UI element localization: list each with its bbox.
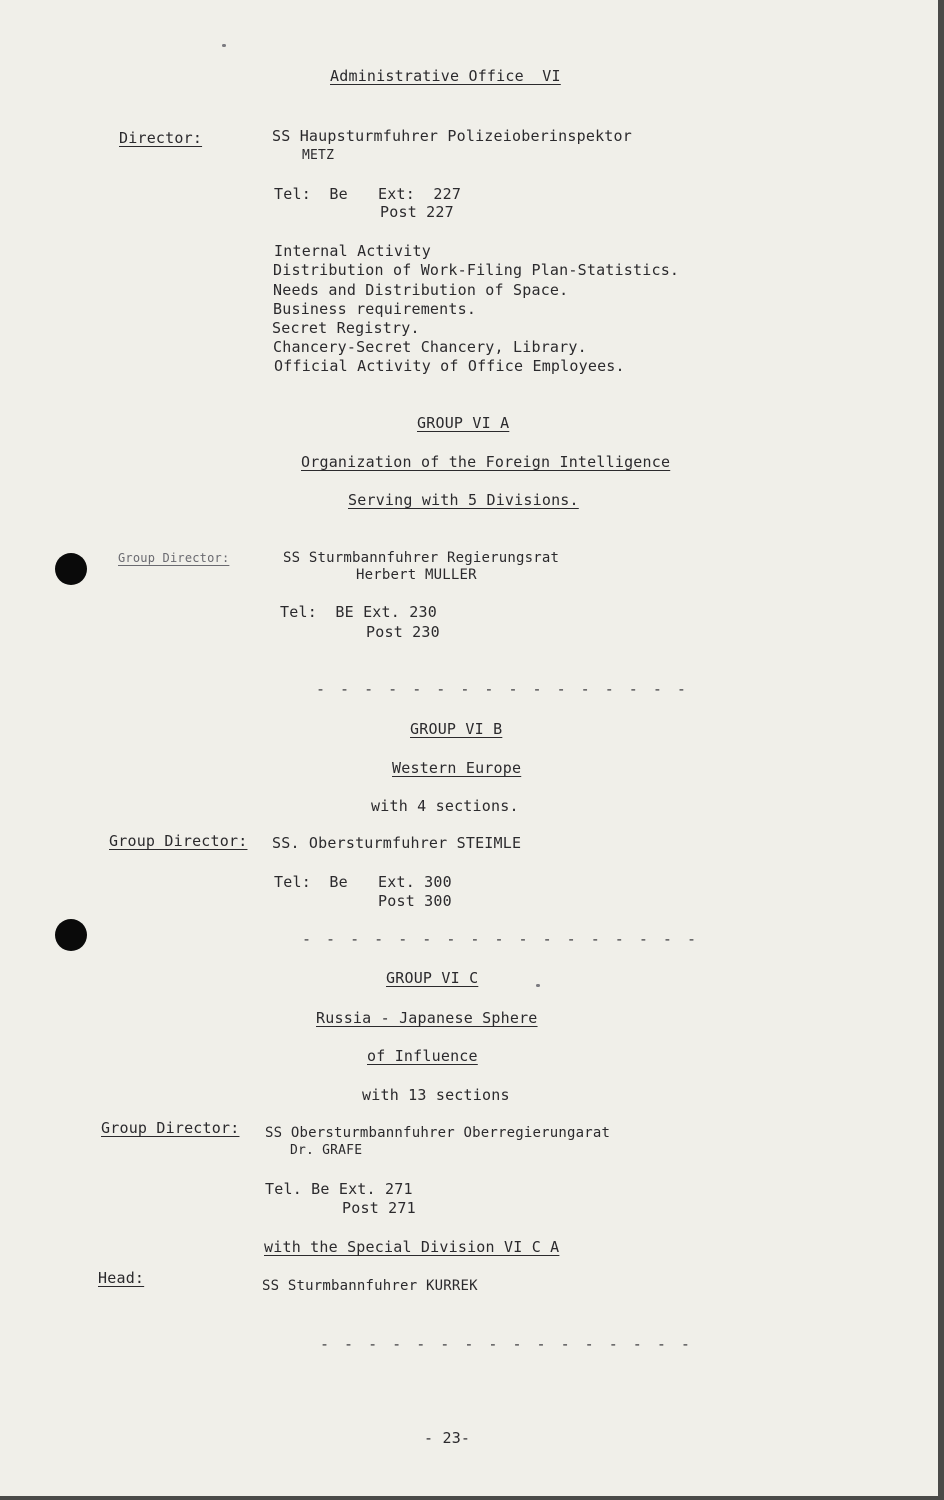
activity-line: Secret Registry.	[272, 319, 420, 337]
activity-line: Distribution of Work-Filing Plan-Statistics.	[273, 261, 680, 279]
group-a-director-name: Herbert MULLER	[356, 567, 477, 583]
ink-speck	[536, 984, 540, 987]
director-rank: SS Haupsturmfuhrer Polizeioberinspektor	[272, 127, 632, 145]
activity-line: Internal Activity	[274, 242, 431, 260]
group-b-post: Post 300	[378, 892, 452, 910]
group-b-subtitle: with 4 sections.	[371, 797, 519, 815]
divider: - - - - - - - - - - - - - - - -	[320, 1335, 693, 1353]
group-c-special-division: with the Special Division VI C A	[264, 1238, 560, 1256]
group-b-director-label: Group Director:	[109, 832, 248, 850]
group-c-director-name: Dr. GRAFE	[290, 1143, 363, 1158]
group-c-director-label: Group Director:	[101, 1119, 240, 1137]
head-name: SS Sturmbannfuhrer KURREK	[262, 1278, 478, 1294]
office-tel: Tel: Be	[274, 185, 348, 203]
divider: - - - - - - - - - - - - - - - -	[316, 680, 689, 698]
punch-hole	[55, 553, 87, 585]
punch-hole	[55, 919, 87, 951]
group-c-title-cont: of Influence	[367, 1047, 478, 1065]
page-title: Administrative Office VI	[330, 67, 561, 85]
group-b-director: SS. Obersturmfuhrer STEIMLE	[272, 834, 522, 852]
group-c-director-rank: SS Obersturmbannfuhrer Oberregierungarat	[265, 1125, 611, 1141]
group-a-director-rank: SS Sturmbannfuhrer Regierungsrat	[283, 550, 560, 566]
group-a-title: Organization of the Foreign Intelligence	[301, 453, 671, 471]
group-a-subtitle: Serving with 5 Divisions.	[348, 491, 579, 509]
group-c-post: Post 271	[342, 1199, 416, 1217]
group-a-director-label: Group Director:	[118, 551, 230, 565]
office-post: Post 227	[380, 203, 454, 221]
group-c-title: Russia - Japanese Sphere	[316, 1009, 538, 1027]
activity-line: Business requirements.	[273, 300, 477, 318]
ink-speck	[222, 44, 226, 47]
activity-line: Needs and Distribution of Space.	[273, 281, 569, 299]
office-ext: Ext: 227	[378, 185, 462, 203]
director-name: METZ	[302, 148, 335, 163]
group-a-tel: Tel: BE Ext. 230	[280, 603, 437, 621]
group-b-heading: GROUP VI B	[410, 720, 503, 738]
group-c-subtitle: with 13 sections	[362, 1086, 510, 1104]
activity-line: Official Activity of Office Employees.	[274, 357, 625, 375]
activity-line: Chancery-Secret Chancery, Library.	[273, 338, 587, 356]
group-b-ext: Ext. 300	[378, 873, 452, 891]
group-b-title: Western Europe	[392, 759, 522, 777]
director-label: Director:	[119, 129, 203, 147]
head-label: Head:	[98, 1269, 145, 1287]
group-c-heading: GROUP VI C	[386, 969, 479, 987]
page-number: - 23-	[424, 1429, 471, 1447]
group-a-post: Post 230	[366, 623, 440, 641]
group-a-heading: GROUP VI A	[417, 414, 510, 432]
group-c-tel: Tel. Be Ext. 271	[265, 1180, 413, 1198]
divider: - - - - - - - - - - - - - - - - -	[302, 930, 700, 948]
group-b-tel: Tel: Be	[274, 873, 348, 891]
